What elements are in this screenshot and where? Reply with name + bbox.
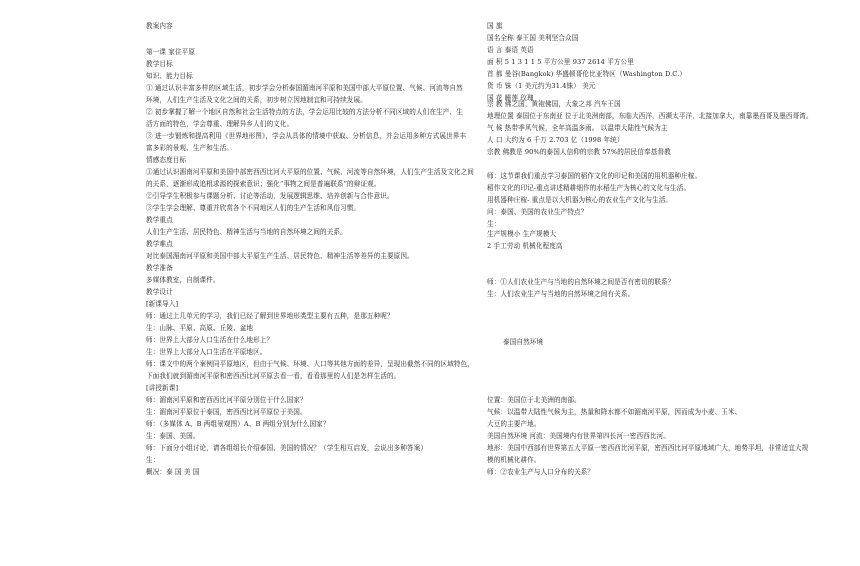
text-line: 气候：以温带大陆性气候为主，热量和降水都不如湄南河平原，因而成为小麦、玉米、	[487, 408, 742, 416]
text-line: 的关系，逐渐形成追根求源的探索意识；强化“事物之间是普遍联系”的辩证观。	[146, 180, 381, 188]
text-line: [讲授新课]	[146, 384, 179, 392]
text-line: 生产规模小 生产规模大	[487, 230, 557, 238]
text-line: 师：下面分小组讨论，请各组组长介绍泰国、美国的情况？（学生相互启发，会说出多种答案）	[146, 444, 428, 452]
text-line: 首 都 曼谷(Bangkok) 华盛顿哥伦比亚特区（Washington D.C.）	[487, 70, 687, 78]
text-line: 师：①人们农业生产与当地的自然环境之间是否有密切的联系？	[487, 278, 675, 286]
text-line: 对比泰国湄南河平原和美国中部大平原生产生活、居民特色、精神生活等差异的主要原因。	[146, 252, 414, 260]
text-line: 语 言 泰语 英语	[487, 46, 534, 54]
text-line: 活方面的特色，学会尊重、理解异乡人们的文化。	[146, 120, 294, 128]
text-line: 生：泰国、美国。	[146, 432, 200, 440]
text-line: 问：泰国、美国的农业生产特点？	[487, 208, 588, 216]
text-line: 国名全称 泰王国 美利坚合众国	[487, 34, 579, 42]
text-line: 教学难点	[146, 240, 173, 248]
text-line: ② 初步掌握了解一个地区自然和社会生活特点的方法，学会运用比较的方法分析不同区域的人们在生产、生	[146, 108, 463, 116]
text-line: 富多彩的景观、生产和生活。	[146, 144, 234, 152]
text-line: 情感态度目标	[146, 156, 187, 164]
text-line: ① 通过认识丰富多样的区域生活，初步学会分析泰国湄南河平原和美国中部大平原位置、气候、河流等自然	[146, 84, 463, 92]
text-line: ③学生学会理解、尊重并欣赏各个不同地区人们的生产生活和风俗习惯。	[146, 204, 361, 212]
text-line: ②引导学生积极参与课题分析、讨论等活动，发展逻辑思维、培养创新与合作意识。	[146, 192, 394, 200]
text-line: 国 旗	[487, 22, 503, 30]
text-line: 宗 教 佛之国，黄袍佛国，大象之邦 汽车王国	[487, 100, 621, 108]
text-line: 教案内容	[146, 22, 173, 30]
text-line: 生：人们农业生产与当地的自然环境之间有关系。	[487, 290, 635, 298]
text-line: 生：山脉、平原、高原、丘陵、盆地	[146, 324, 254, 332]
text-line: 教学准备	[146, 264, 173, 272]
text-line: 模的机械化耕作。	[487, 456, 541, 464]
text-line: 教学设计	[146, 288, 173, 296]
text-line: 泰国自然环境	[503, 338, 544, 346]
text-line: 师：②农业生产与人口分布的关系？	[487, 468, 595, 476]
text-line: 教学重点	[146, 216, 173, 224]
text-line: 地形：美国中西部有世界第五大平原一密西西比河平原，密西西比河平原地域广大，地势平坦，非常适宜大规	[487, 444, 809, 452]
text-line: 2 手工劳动 机械化程度高	[487, 242, 563, 250]
text-line: 宗教 佛教是 90%的泰国人信仰的宗教 57%的居民信奉基督教	[487, 148, 671, 156]
text-line: 气 候 热带季风气候，全年高温多雨。 以温带大陆性气候为主	[487, 124, 668, 132]
text-line: 生：世界上大部分人口生活在平原地区。	[146, 348, 267, 356]
text-line: 生：湄南河平原位于泰国，密西西比河平原位于美国。	[146, 408, 307, 416]
text-line: 师：课文中的两个案例同平原地区，但由于气候、环境、人口等其他方面的差异，呈现出截然不同的区域特色，	[146, 360, 474, 368]
text-line: 师：世界上大部分人口生活在什么地形上？	[146, 336, 274, 344]
text-line: 地理位置 泰国位于东南亚 位于北美洲南部，东临大西洋，西濒太平洋，北接加拿大，南靠墨西哥及墨西哥湾。	[487, 112, 813, 120]
text-line: 用机器种庄稼- 重点是以大机器为核心的农业生产文化与生活。	[487, 196, 673, 204]
text-line: ①通过认识湄南河平原和美国中部密西西比河大平原的位置、气候、河流等自然环境，人们生产生活及文化之间	[146, 168, 474, 176]
text-line: 大豆的主要产地。	[487, 420, 541, 428]
text-line: 位置：美国位于北美洲的南部。	[487, 396, 581, 404]
text-line: 稻作文化的印记-重点讲述精耕细作的水稻生产为核心的文化与生活。	[487, 184, 691, 192]
text-line: 国 花 睡莲 玫瑰	[487, 94, 534, 102]
text-line: 第一课 家住平原	[146, 48, 196, 56]
text-line: 面 积 5 1 3 1 1 5 平方公里 937 2614 平方公里	[487, 58, 634, 66]
text-line: 美国自然环境 河流：美国境内有世界第四长河一密西西比河。	[487, 432, 670, 440]
text-line: 知识、能力目标	[146, 72, 193, 80]
text-line: 生：	[146, 456, 160, 464]
text-line: [新课导入]	[146, 300, 179, 308]
text-line: 概况：泰 国 美 国	[146, 468, 200, 476]
text-line: 环境，人们生产生活及文化之间的关系，初步树立因地制宜和可持续发展。	[146, 96, 367, 104]
text-line: 多媒体教室，自制课件。	[146, 276, 220, 284]
text-line: 师：湄南河平原和密西西比河平原分别位于什么国家？	[146, 396, 307, 404]
text-line: 生：	[487, 220, 501, 228]
text-line: 师：这节课我们重点学习泰国的稻作文化的印记和美国的用机器种庄稼。	[487, 172, 702, 180]
text-line: 师：（多媒体 A、B 两组景观图）A、B 两组分别为什么国家？	[146, 420, 330, 428]
text-line: 货 币 铢（1 美元约为31.4铢） 美元	[487, 82, 596, 90]
text-line: 教学目标	[146, 60, 173, 68]
text-line: 人 口 大约为 6 千万 2.703 亿（1998 年统）	[487, 136, 624, 144]
text-line: ③ 进一步锻炼和提高利用《世界地形图》，学会从具体的情境中获取、分析信息，并会运用多种方式展世界丰	[146, 132, 467, 140]
text-line: 下面我们就到湄南河平原和密西西比河平原去看一看，看看那里的人们是怎样生活的。	[146, 372, 401, 380]
text-line: 人们生产生活、居民特色、精神生活与当地的自然环境之间的关系。	[146, 228, 347, 236]
text-line: 师：通过上几单元的学习，我们已经了解到世界地形类型主要有五种，是那五种呢？	[146, 312, 394, 320]
